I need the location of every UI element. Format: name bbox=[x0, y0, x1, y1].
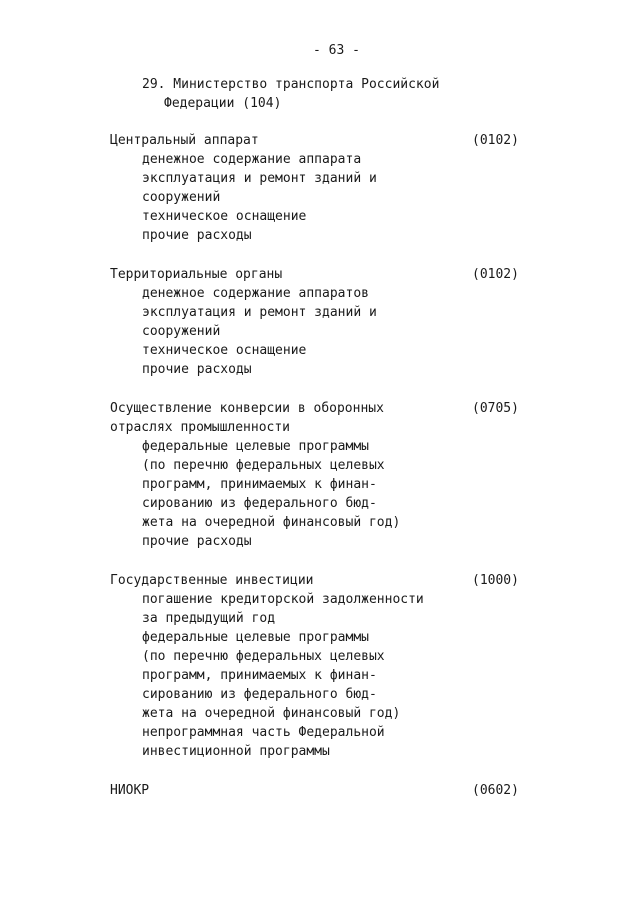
section-code: (0705) bbox=[472, 401, 519, 416]
section-item: сооружений bbox=[142, 190, 221, 205]
ministry-title-line-1: 29. Министерство транспорта Российской bbox=[142, 77, 440, 92]
section-item: жета на очередной финансовый год) bbox=[142, 706, 401, 721]
section-item: жета на очередной финансовый год) bbox=[142, 515, 401, 530]
section-item: денежное содержание аппарата bbox=[142, 152, 362, 167]
section-code: (1000) bbox=[472, 573, 519, 588]
section-heading: Государственные инвестиции bbox=[110, 573, 314, 588]
section-item: сированию из федерального бюд- bbox=[142, 687, 377, 702]
section-code: (0102) bbox=[472, 133, 519, 148]
section-item: погашение кредиторской задолженности bbox=[142, 592, 424, 607]
section-item: федеральные целевые программы bbox=[142, 630, 369, 645]
section-heading: Осуществление конверсии в оборонных bbox=[110, 401, 384, 416]
page-number: - 63 - bbox=[313, 43, 360, 58]
section-item: техническое оснащение bbox=[142, 343, 307, 358]
section-heading: Центральный аппарат bbox=[110, 133, 259, 148]
section-item: эксплуатация и ремонт зданий и bbox=[142, 305, 377, 320]
section-item: эксплуатация и ремонт зданий и bbox=[142, 171, 377, 186]
section-item: сированию из федерального бюд- bbox=[142, 496, 377, 511]
section-heading-continued: отраслях промышленности bbox=[110, 420, 291, 435]
section-item: программ, принимаемых к финан- bbox=[142, 477, 377, 492]
section-item: инвестиционной программы bbox=[142, 744, 330, 759]
section-item: (по перечню федеральных целевых bbox=[142, 458, 385, 473]
section-item: денежное содержание аппаратов bbox=[142, 286, 369, 301]
section-heading: Территориальные органы bbox=[110, 267, 283, 282]
section-item: непрограммная часть Федеральной bbox=[142, 725, 385, 740]
section-item: прочие расходы bbox=[142, 534, 252, 549]
section-item: федеральные целевые программы bbox=[142, 439, 369, 454]
ministry-title-line-2: Федерации (104) bbox=[164, 96, 282, 111]
section-item: прочие расходы bbox=[142, 228, 252, 243]
section-item: (по перечню федеральных целевых bbox=[142, 649, 385, 664]
section-item: программ, принимаемых к финан- bbox=[142, 668, 377, 683]
section-heading: НИОКР bbox=[110, 783, 150, 798]
section-item: техническое оснащение bbox=[142, 209, 307, 224]
section-code: (0102) bbox=[472, 267, 519, 282]
section-item: сооружений bbox=[142, 324, 221, 339]
section-item: за предыдущий год bbox=[142, 611, 276, 626]
section-code: (0602) bbox=[472, 783, 519, 798]
section-item: прочие расходы bbox=[142, 362, 252, 377]
